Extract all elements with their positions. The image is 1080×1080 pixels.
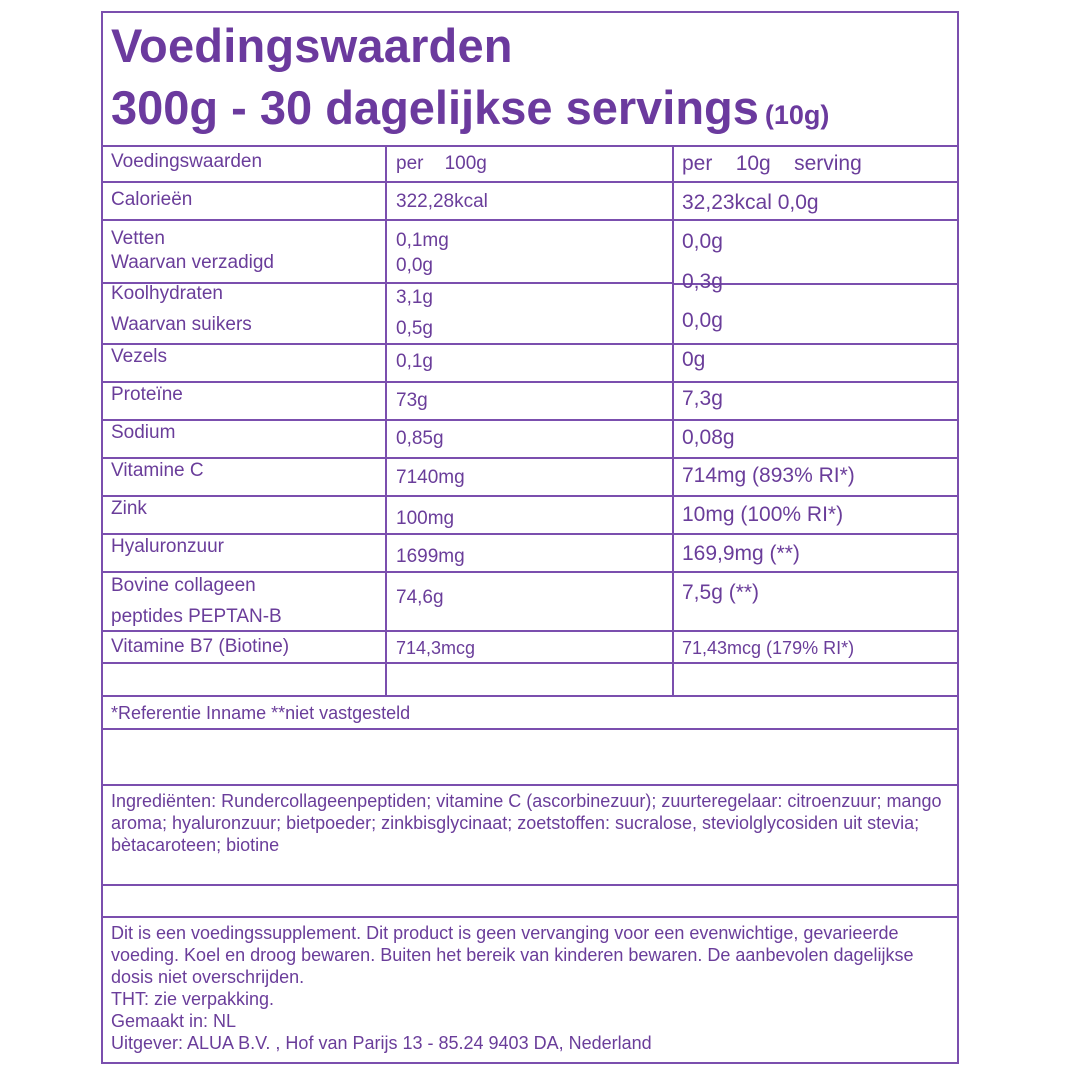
collagen-sub-label: peptides PEPTAN-B (111, 606, 282, 627)
sugars-per-serving: 0,0g (682, 309, 723, 332)
carbs-label: Koolhydraten (111, 283, 223, 304)
row-divider (101, 784, 959, 786)
fiber-label: Vezels (111, 346, 167, 367)
header-nutrient: Voedingswaarden (111, 151, 263, 172)
sugars-per-100g: 0,5g (396, 318, 433, 339)
collagen-per-100g: 74,6g (396, 587, 444, 608)
hyaluronic-acid-per-100g: 1699mg (396, 546, 465, 567)
zinc-per-serving: 10mg (100% RI*) (682, 503, 844, 526)
vitamin-c-per-serving: 714mg (893% RI*) (682, 464, 855, 487)
ingredients-text: Ingrediënten: Rundercollageenpeptiden; vitamine C (ascorbinezuur); zuurteregelaar: citroenzuur; mango aroma; hyaluronzuur; bietpoeder; zinkbisglycinaat; zoetstoffen: sucralose, steviolglycosiden uit stevia; bètacaroteen; biotine (111, 791, 942, 855)
supplement-disclaimer: Dit is een voedingssupplement. Dit product is geen vervanging voor een evenwichtige, gevarieerde voeding. Koel en droog bewaren. Buiten het bereik van kinderen bewaren. De aanbevolen dagelijkse dosis niet overschrijden. (111, 923, 914, 987)
biotin-per-serving: 71,43mcg (179% RI*) (682, 638, 855, 658)
label-subtitle (111, 80, 829, 135)
column-divider (385, 145, 387, 697)
row-divider (101, 533, 959, 535)
hyaluronic-acid-label: Hyaluronzuur (111, 536, 224, 557)
row-divider (101, 181, 959, 183)
sodium-per-100g: 0,85g (396, 428, 444, 449)
sodium-per-serving: 0,08g (682, 426, 735, 449)
label-title: Voedingswaarden (111, 19, 513, 72)
hyaluronic-acid-per-serving: 169,9mg (**) (682, 542, 800, 565)
biotin-label: Vitamine B7 (Biotine) (111, 636, 290, 657)
serving-size: (10g) (764, 100, 830, 130)
vitamin-c-per-100g: 7140mg (396, 467, 465, 488)
row-divider (101, 495, 959, 497)
made-in: Gemaakt in: NL (111, 1011, 237, 1031)
biotin-per-100g: 714,3mcg (396, 638, 476, 658)
row-divider (101, 884, 959, 886)
protein-per-serving: 7,3g (682, 387, 723, 410)
saturated-fat-label: Waarvan verzadigd (111, 252, 274, 273)
protein-per-100g: 73g (396, 390, 428, 411)
protein-label: Proteïne (111, 384, 183, 405)
best-before: THT: zie verpakking. (111, 989, 275, 1009)
zinc-label: Zink (111, 498, 147, 519)
row-divider (101, 630, 959, 632)
zinc-per-100g: 100mg (396, 508, 455, 529)
saturated-fat-per-100g: 0,0g (396, 255, 433, 276)
collagen-label: Bovine collageen (111, 575, 256, 596)
sodium-label: Sodium (111, 422, 176, 443)
header-per-serving: per 10g serving (682, 152, 862, 175)
row-divider (101, 145, 959, 147)
fiber-per-serving: 0g (682, 348, 706, 371)
row-divider (101, 571, 959, 573)
row-divider (101, 457, 959, 459)
row-divider (101, 419, 959, 421)
fat-per-serving: 0,0g (682, 230, 723, 253)
footnote: *Referentie Inname **niet vastgesteld (111, 703, 411, 723)
package-size: 300g - 30 dagelijkse servings (111, 81, 759, 134)
fiber-per-100g: 0,1g (396, 351, 433, 372)
collagen-per-serving: 7,5g (**) (682, 581, 760, 604)
calories-per-100g: 322,28kcal (396, 191, 488, 212)
row-divider (101, 695, 959, 697)
supplement-info (111, 922, 953, 1054)
sugars-label: Waarvan suikers (111, 314, 252, 335)
vitamin-c-label: Vitamine C (111, 460, 204, 481)
carbs-per-serving: 0,3g (682, 270, 723, 293)
publisher: Uitgever: ALUA B.V. , Hof van Parijs 13 - 85.24 9403 DA, Nederland (111, 1033, 652, 1053)
row-divider (101, 662, 959, 664)
row-divider (101, 728, 959, 730)
row-divider (101, 343, 959, 345)
fat-per-100g: 0,1mg (396, 230, 449, 251)
fat-label: Vetten (111, 228, 165, 249)
column-divider (672, 145, 674, 697)
carbs-per-100g: 3,1g (396, 287, 433, 308)
row-divider (101, 916, 959, 918)
row-divider (101, 381, 959, 383)
row-divider (101, 219, 959, 221)
header-per-100g: per 100g (396, 153, 487, 174)
calories-label: Calorieën (111, 189, 193, 210)
calories-per-serving: 32,23kcal 0,0g (682, 191, 819, 214)
